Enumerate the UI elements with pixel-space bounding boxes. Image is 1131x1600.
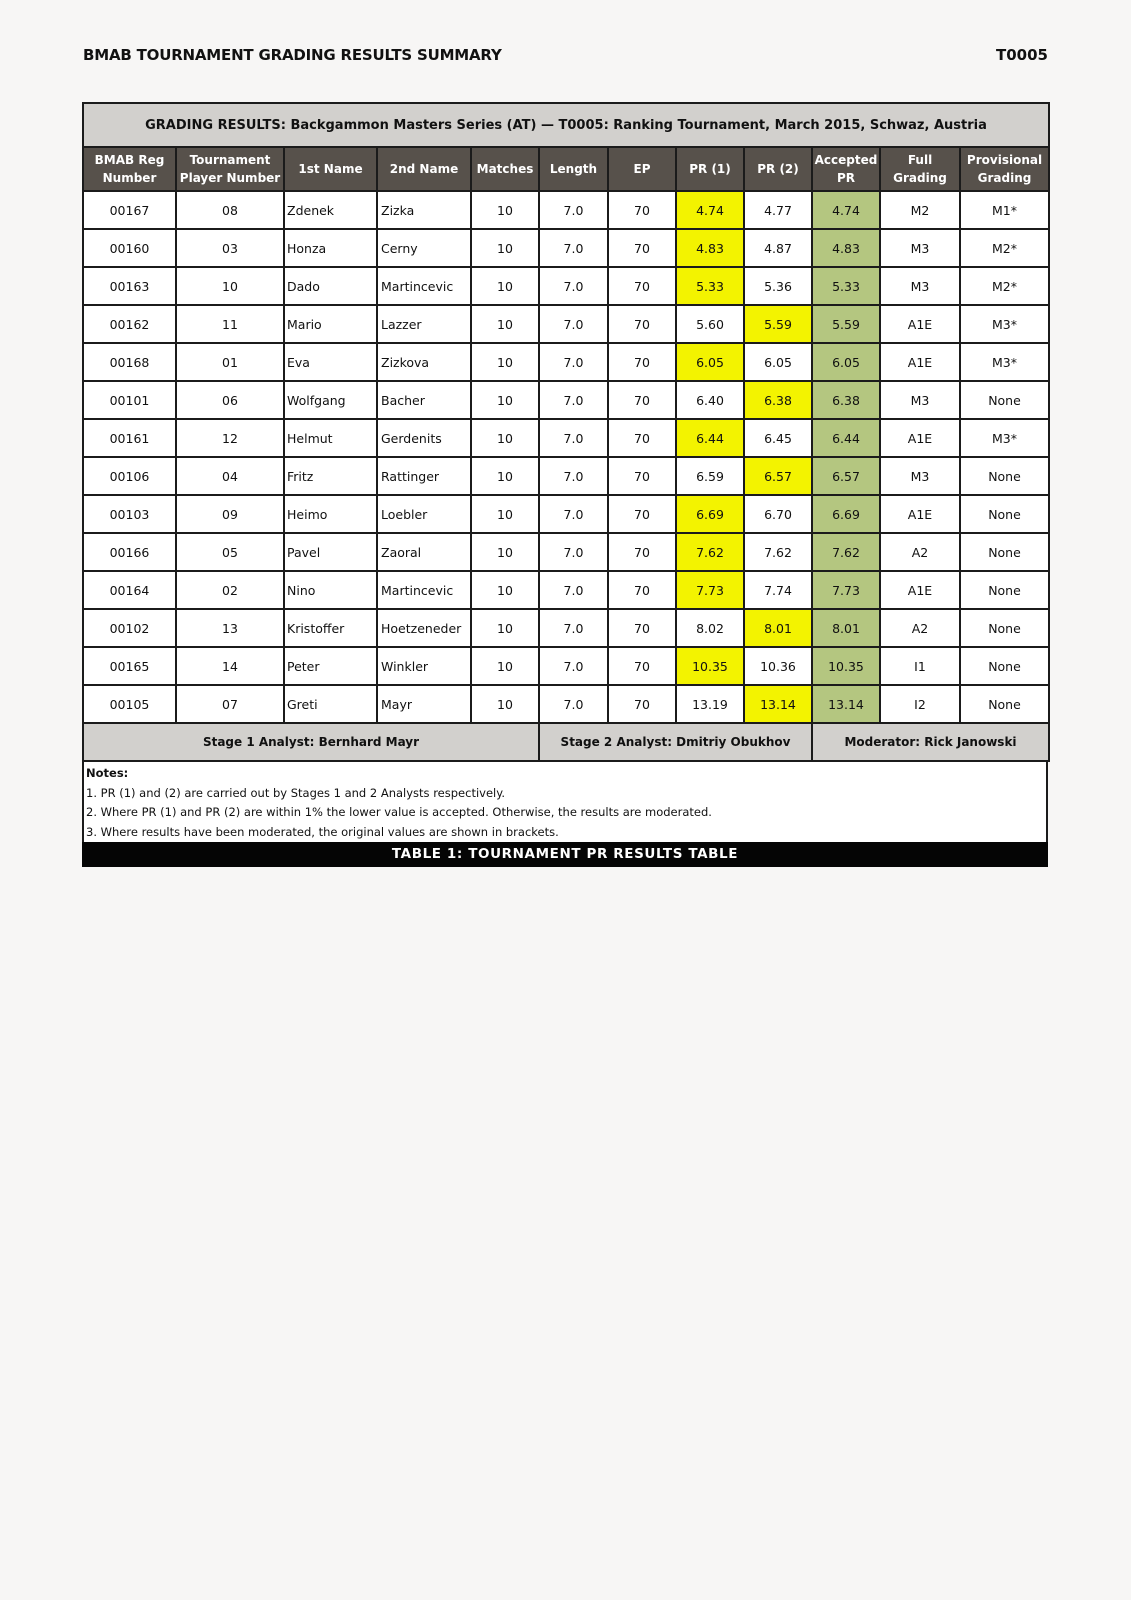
length-cell: 7.0 (539, 609, 608, 647)
length-cell: 7.0 (539, 305, 608, 343)
full-grading-cell: I2 (880, 685, 960, 723)
col-header-length: Length (539, 147, 608, 191)
provisional-grading-cell: M3* (960, 343, 1049, 381)
first-name-cell: Kristoffer (284, 609, 377, 647)
first-name-cell: Zdenek (284, 191, 377, 229)
player-number-cell: 11 (176, 305, 284, 343)
second-name-cell: Loebler (377, 495, 471, 533)
ep-cell: 70 (608, 267, 676, 305)
player-number-cell: 06 (176, 381, 284, 419)
reg-number-cell: 00166 (83, 533, 176, 571)
accepted-pr-cell: 10.35 (812, 647, 880, 685)
full-grading-cell: A2 (880, 533, 960, 571)
player-number-cell: 13 (176, 609, 284, 647)
ep-cell: 70 (608, 647, 676, 685)
matches-cell: 10 (471, 381, 539, 419)
reg-number-cell: 00161 (83, 419, 176, 457)
table-row (83, 267, 1049, 305)
full-grading-cell: A1E (880, 343, 960, 381)
accepted-pr-cell: 6.69 (812, 495, 880, 533)
provisional-grading-cell: None (960, 571, 1049, 609)
pr2-cell: 10.36 (744, 647, 812, 685)
reg-number-cell: 00103 (83, 495, 176, 533)
ep-cell: 70 (608, 685, 676, 723)
provisional-grading-cell: None (960, 647, 1049, 685)
player-number-cell: 09 (176, 495, 284, 533)
first-name-cell: Eva (284, 343, 377, 381)
accepted-pr-cell: 4.74 (812, 191, 880, 229)
full-grading-cell: M3 (880, 267, 960, 305)
pr2-cell: 13.14 (744, 685, 812, 723)
length-cell: 7.0 (539, 495, 608, 533)
results-table-wrapper (82, 102, 1048, 867)
first-name-cell: Dado (284, 267, 377, 305)
length-cell: 7.0 (539, 229, 608, 267)
ep-cell: 70 (608, 533, 676, 571)
pr1-cell: 6.59 (676, 457, 744, 495)
pr2-cell: 8.01 (744, 609, 812, 647)
reg-number-cell: 00163 (83, 267, 176, 305)
provisional-grading-cell: None (960, 381, 1049, 419)
accepted-pr-cell: 8.01 (812, 609, 880, 647)
reg-number-cell: 00165 (83, 647, 176, 685)
table-1-caption: TABLE 1: TOURNAMENT PR RESULTS TABLE (82, 842, 1048, 867)
pr2-cell: 4.87 (744, 229, 812, 267)
length-cell: 7.0 (539, 419, 608, 457)
pr1-cell: 6.69 (676, 495, 744, 533)
pr1-cell: 6.40 (676, 381, 744, 419)
length-cell: 7.0 (539, 343, 608, 381)
reg-number-cell: 00162 (83, 305, 176, 343)
reg-number-cell: 00164 (83, 571, 176, 609)
ep-cell: 70 (608, 457, 676, 495)
pr2-cell: 7.74 (744, 571, 812, 609)
provisional-grading-cell: M3* (960, 419, 1049, 457)
first-name-cell: Helmut (284, 419, 377, 457)
accepted-pr-cell: 4.83 (812, 229, 880, 267)
second-name-cell: Zaoral (377, 533, 471, 571)
reg-number-cell: 00101 (83, 381, 176, 419)
accepted-pr-cell: 7.62 (812, 533, 880, 571)
table-row (83, 229, 1049, 267)
table-body (83, 191, 1049, 723)
table-row (83, 191, 1049, 229)
matches-cell: 10 (471, 305, 539, 343)
full-grading-cell: A1E (880, 495, 960, 533)
table-row (83, 381, 1049, 419)
matches-cell: 10 (471, 191, 539, 229)
pr1-cell: 5.33 (676, 267, 744, 305)
pr2-cell: 5.59 (744, 305, 812, 343)
pr2-cell: 6.57 (744, 457, 812, 495)
ep-cell: 70 (608, 229, 676, 267)
reg-number-cell: 00167 (83, 191, 176, 229)
pr2-cell: 6.45 (744, 419, 812, 457)
analyst-row (83, 723, 1049, 761)
matches-cell: 10 (471, 343, 539, 381)
document-code: T0005 (996, 46, 1048, 64)
first-name-cell: Peter (284, 647, 377, 685)
col-header-provisional-grading: Provisional Grading (960, 147, 1049, 191)
first-name-cell: Nino (284, 571, 377, 609)
length-cell: 7.0 (539, 533, 608, 571)
table-row (83, 685, 1049, 723)
pr2-cell: 6.05 (744, 343, 812, 381)
provisional-grading-cell: M3* (960, 305, 1049, 343)
second-name-cell: Zizka (377, 191, 471, 229)
provisional-grading-cell: None (960, 609, 1049, 647)
moderator: Moderator: Rick Janowski (812, 723, 1049, 761)
col-header-pr2: PR (2) (744, 147, 812, 191)
matches-cell: 10 (471, 457, 539, 495)
table-header-row (83, 147, 1049, 191)
provisional-grading-cell: M2* (960, 267, 1049, 305)
table-row (83, 609, 1049, 647)
length-cell: 7.0 (539, 571, 608, 609)
player-number-cell: 03 (176, 229, 284, 267)
accepted-pr-cell: 6.38 (812, 381, 880, 419)
table-caption-row (83, 103, 1049, 147)
col-header-ep: EP (608, 147, 676, 191)
first-name-cell: Heimo (284, 495, 377, 533)
pr2-cell: 4.77 (744, 191, 812, 229)
pr1-cell: 7.62 (676, 533, 744, 571)
pr1-cell: 6.05 (676, 343, 744, 381)
reg-number-cell: 00102 (83, 609, 176, 647)
full-grading-cell: A1E (880, 571, 960, 609)
second-name-cell: Cerny (377, 229, 471, 267)
ep-cell: 70 (608, 609, 676, 647)
pr1-cell: 6.44 (676, 419, 744, 457)
matches-cell: 10 (471, 533, 539, 571)
stage2-analyst: Stage 2 Analyst: Dmitriy Obukhov (539, 723, 812, 761)
table-row (83, 571, 1049, 609)
pr1-cell: 7.73 (676, 571, 744, 609)
second-name-cell: Mayr (377, 685, 471, 723)
col-header-accepted-pr: Accepted PR (812, 147, 880, 191)
grading-results-caption: GRADING RESULTS: Backgammon Masters Series (AT) — T0005: Ranking Tournament, March 2015, Schwaz, Austria (83, 103, 1049, 147)
accepted-pr-cell: 6.05 (812, 343, 880, 381)
provisional-grading-cell: None (960, 533, 1049, 571)
pr1-cell: 5.60 (676, 305, 744, 343)
col-header-matches: Matches (471, 147, 539, 191)
length-cell: 7.0 (539, 267, 608, 305)
second-name-cell: Gerdenits (377, 419, 471, 457)
reg-number-cell: 00168 (83, 343, 176, 381)
table-row (83, 533, 1049, 571)
accepted-pr-cell: 6.44 (812, 419, 880, 457)
first-name-cell: Fritz (284, 457, 377, 495)
first-name-cell: Greti (284, 685, 377, 723)
full-grading-cell: M3 (880, 229, 960, 267)
second-name-cell: Martincevic (377, 571, 471, 609)
second-name-cell: Bacher (377, 381, 471, 419)
ep-cell: 70 (608, 191, 676, 229)
accepted-pr-cell: 13.14 (812, 685, 880, 723)
accepted-pr-cell: 6.57 (812, 457, 880, 495)
table-row (83, 305, 1049, 343)
length-cell: 7.0 (539, 191, 608, 229)
pr1-cell: 10.35 (676, 647, 744, 685)
accepted-pr-cell: 5.59 (812, 305, 880, 343)
player-number-cell: 04 (176, 457, 284, 495)
col-header-second-name: 2nd Name (377, 147, 471, 191)
matches-cell: 10 (471, 495, 539, 533)
second-name-cell: Hoetzeneder (377, 609, 471, 647)
matches-cell: 10 (471, 229, 539, 267)
second-name-cell: Zizkova (377, 343, 471, 381)
col-header-full-grading: Full Grading (880, 147, 960, 191)
accepted-pr-cell: 7.73 (812, 571, 880, 609)
pr1-cell: 13.19 (676, 685, 744, 723)
document-title: BMAB TOURNAMENT GRADING RESULTS SUMMARY (83, 46, 502, 64)
col-header-first-name: 1st Name (284, 147, 377, 191)
full-grading-cell: A1E (880, 419, 960, 457)
full-grading-cell: A1E (880, 305, 960, 343)
table-row (83, 343, 1049, 381)
player-number-cell: 02 (176, 571, 284, 609)
ep-cell: 70 (608, 305, 676, 343)
table-row (83, 419, 1049, 457)
matches-cell: 10 (471, 571, 539, 609)
table-row (83, 457, 1049, 495)
notes-section (82, 762, 1048, 842)
player-number-cell: 07 (176, 685, 284, 723)
full-grading-cell: M3 (880, 381, 960, 419)
full-grading-cell: M3 (880, 457, 960, 495)
pr2-cell: 6.38 (744, 381, 812, 419)
second-name-cell: Winkler (377, 647, 471, 685)
note-item: 3. Where results have been moderated, the original values are shown in brackets. (86, 824, 559, 839)
ep-cell: 70 (608, 343, 676, 381)
stage1-analyst: Stage 1 Analyst: Bernhard Mayr (83, 723, 539, 761)
table-row (83, 647, 1049, 685)
length-cell: 7.0 (539, 685, 608, 723)
player-number-cell: 08 (176, 191, 284, 229)
provisional-grading-cell: None (960, 685, 1049, 723)
note-item: 2. Where PR (1) and PR (2) are within 1% the lower value is accepted. Otherwise, the results are moderated. (86, 805, 712, 819)
second-name-cell: Martincevic (377, 267, 471, 305)
reg-number-cell: 00105 (83, 685, 176, 723)
first-name-cell: Mario (284, 305, 377, 343)
first-name-cell: Pavel (284, 533, 377, 571)
length-cell: 7.0 (539, 647, 608, 685)
pr2-cell: 5.36 (744, 267, 812, 305)
player-number-cell: 14 (176, 647, 284, 685)
player-number-cell: 01 (176, 343, 284, 381)
note-item: 1. PR (1) and (2) are carried out by Stages 1 and 2 Analysts respectively. (86, 785, 506, 800)
matches-cell: 10 (471, 267, 539, 305)
reg-number-cell: 00106 (83, 457, 176, 495)
matches-cell: 10 (471, 609, 539, 647)
matches-cell: 10 (471, 685, 539, 723)
table-row (83, 495, 1049, 533)
second-name-cell: Lazzer (377, 305, 471, 343)
col-header-player: Tournament Player Number (176, 147, 284, 191)
first-name-cell: Honza (284, 229, 377, 267)
first-name-cell: Wolfgang (284, 381, 377, 419)
provisional-grading-cell: M1* (960, 191, 1049, 229)
provisional-grading-cell: None (960, 457, 1049, 495)
notes-title: Notes: (86, 766, 129, 780)
player-number-cell: 12 (176, 419, 284, 457)
pr1-cell: 8.02 (676, 609, 744, 647)
ep-cell: 70 (608, 419, 676, 457)
results-table (82, 102, 1050, 762)
provisional-grading-cell: None (960, 495, 1049, 533)
ep-cell: 70 (608, 495, 676, 533)
accepted-pr-cell: 5.33 (812, 267, 880, 305)
ep-cell: 70 (608, 381, 676, 419)
col-header-pr1: PR (1) (676, 147, 744, 191)
full-grading-cell: I1 (880, 647, 960, 685)
col-header-reg: BMAB Reg Number (83, 147, 176, 191)
pr1-cell: 4.74 (676, 191, 744, 229)
provisional-grading-cell: M2* (960, 229, 1049, 267)
page-header (83, 46, 1048, 68)
pr1-cell: 4.83 (676, 229, 744, 267)
second-name-cell: Rattinger (377, 457, 471, 495)
matches-cell: 10 (471, 647, 539, 685)
reg-number-cell: 00160 (83, 229, 176, 267)
matches-cell: 10 (471, 419, 539, 457)
length-cell: 7.0 (539, 457, 608, 495)
pr2-cell: 6.70 (744, 495, 812, 533)
ep-cell: 70 (608, 571, 676, 609)
player-number-cell: 05 (176, 533, 284, 571)
player-number-cell: 10 (176, 267, 284, 305)
full-grading-cell: M2 (880, 191, 960, 229)
pr2-cell: 7.62 (744, 533, 812, 571)
length-cell: 7.0 (539, 381, 608, 419)
full-grading-cell: A2 (880, 609, 960, 647)
